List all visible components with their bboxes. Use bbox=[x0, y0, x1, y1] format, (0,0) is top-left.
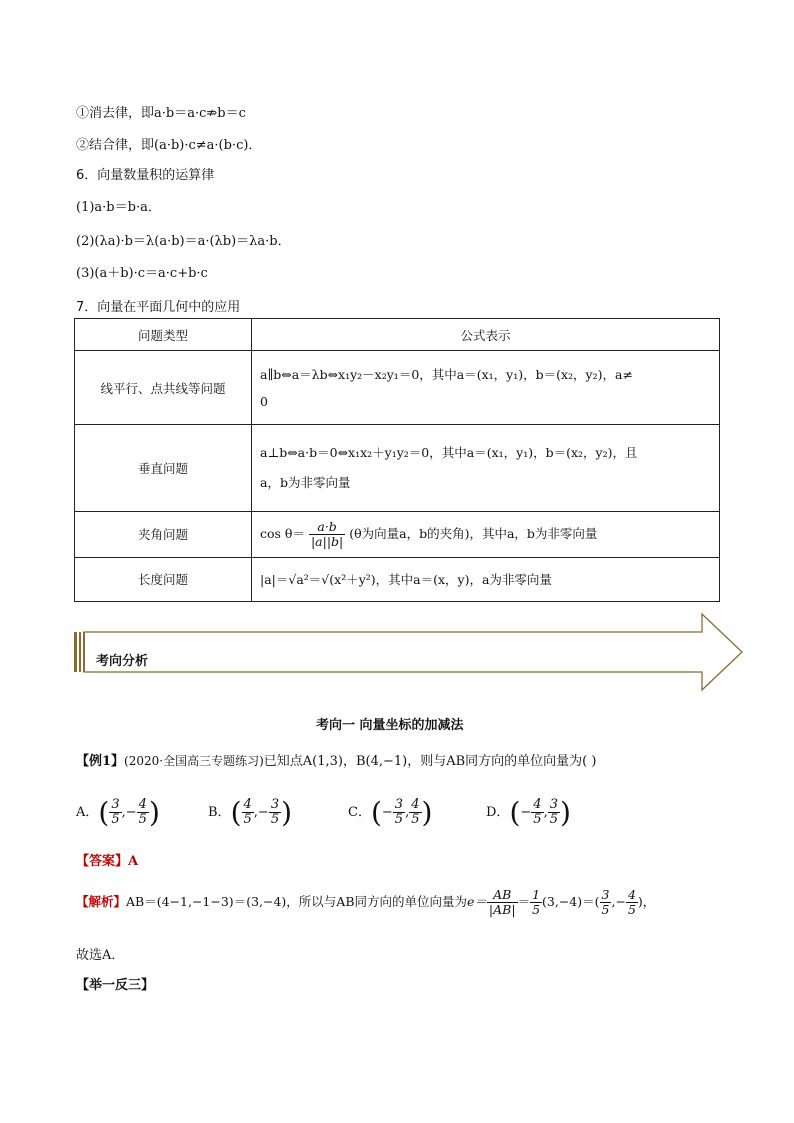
row-formula: |a|＝√a²＝√(x²＋y²)，其中a＝(x，y)，a为非零向量 bbox=[252, 557, 720, 601]
scalar-fraction bbox=[530, 888, 542, 917]
section7-heading: 7．向量在平面几何中的应用 bbox=[76, 300, 241, 315]
equals-sign: ＝ bbox=[517, 894, 531, 909]
fraction-numerator: 3 bbox=[111, 797, 120, 812]
analysis-tag: 【解析】 bbox=[76, 894, 127, 909]
formula-line: a⊥b⇔a·b＝0⇔x₁x₂＋y₁y₂＝0，其中a＝(x₁，y₁)，b＝(x₂，y₂)，且 bbox=[260, 445, 638, 460]
fraction-numerator: 3 bbox=[601, 887, 610, 902]
result-sign: − bbox=[615, 894, 626, 909]
fraction-numerator: AB bbox=[487, 888, 518, 903]
option-sign: − bbox=[257, 805, 269, 820]
fraction-numerator: 4 bbox=[627, 887, 636, 902]
row-formula bbox=[252, 425, 720, 511]
option-label: B． bbox=[208, 805, 231, 820]
analysis-text: AB＝(4−1,−1−3)＝(3,−4)，所以与AB同方向的单位向量为 bbox=[126, 894, 468, 909]
header-type: 问题类型 bbox=[75, 319, 252, 351]
fraction-denominator: 5 bbox=[138, 812, 147, 827]
answer-value: A bbox=[128, 854, 139, 869]
fraction-denominator: 5 bbox=[243, 812, 252, 827]
analysis-end: )， bbox=[637, 894, 656, 909]
followup-heading: 【举一反三】 bbox=[76, 978, 155, 993]
row-type: 长度问题 bbox=[75, 557, 252, 601]
example-question: 已知点A(1,3)，B(4,−1)，则与AB同方向的单位向量为( ) bbox=[263, 754, 597, 769]
answer-tag: 【答案】 bbox=[76, 854, 129, 869]
law-scalar: (2)(λa)·b＝λ(a·b)＝a·(λb)＝λa·b． bbox=[76, 234, 291, 249]
options-row bbox=[76, 788, 716, 832]
formula-line: a∥b⇔a＝λb⇔x₁y₂－x₂y₁＝0，其中a＝(x₁，y₁)，b＝(x₂，y₂)，a≠ bbox=[260, 366, 633, 382]
fraction-denominator: 5 bbox=[601, 902, 610, 917]
fraction-denominator: 5 bbox=[627, 902, 636, 917]
fraction-denominator: 5 bbox=[411, 812, 420, 827]
example-source: (2020·全国高三专题练习) bbox=[124, 754, 264, 768]
option-b: B．( $\frac{4}{5}$ ,− $\frac{3}{5}$ ) bbox=[208, 796, 293, 829]
analysis-line: 【解析】AB＝(4−1,−1−3)＝(3,−4)，所以与AB同方向的单位向量为e＝ $\frac{AB}{|AB|}$ ＝ $\frac{1}{5}$ (3,−4)＝( $\frac{3}{5}$ ,− $\frac{4}{5}$ )， bbox=[76, 887, 656, 917]
option-label: D． bbox=[486, 805, 510, 820]
unit-fraction bbox=[487, 888, 518, 917]
section6-heading: 6．向量数量积的运算律 bbox=[76, 168, 215, 183]
row-type: 垂直问题 bbox=[75, 425, 252, 511]
fraction-numerator: 3 bbox=[549, 797, 558, 812]
row-formula bbox=[252, 511, 720, 557]
fraction-denominator: 5 bbox=[270, 812, 280, 827]
fraction-denominator: |a||b| bbox=[310, 533, 344, 549]
option-c: C．(− $\frac{3}{5}$ , $\frac{4}{5}$ ) bbox=[348, 796, 433, 829]
option-sign: − bbox=[125, 805, 137, 820]
cos-fraction bbox=[309, 520, 345, 549]
fraction-numerator: a·b bbox=[309, 520, 345, 535]
table-header-row bbox=[75, 319, 720, 351]
fraction-denominator: 5 bbox=[111, 812, 120, 827]
answer-line bbox=[76, 850, 138, 869]
option-label: A． bbox=[76, 805, 99, 820]
fraction-numerator: 4 bbox=[533, 797, 542, 812]
table-row bbox=[75, 351, 720, 425]
formula-tail: (θ为向量a，b的夹角)，其中a，b为非零向量 bbox=[349, 525, 598, 541]
fraction-denominator: |AB| bbox=[488, 902, 516, 917]
example-line bbox=[76, 750, 596, 769]
fraction-numerator: 4 bbox=[411, 797, 420, 812]
topic-title: 考向一 向量坐标的加减法 bbox=[316, 718, 464, 733]
fraction-numerator: 3 bbox=[394, 797, 404, 812]
application-table bbox=[74, 318, 720, 602]
option-sign: − bbox=[520, 805, 532, 820]
banner-label: 考向分析 bbox=[96, 654, 149, 669]
row-type: 线平行、点共线等问题 bbox=[75, 351, 252, 425]
table-row bbox=[75, 511, 720, 557]
formula-cos: cos θ＝ bbox=[260, 525, 305, 541]
law-associative: ②结合律，即(a·b)·c≠a·(b·c)． bbox=[76, 138, 262, 153]
law-cancel: ①消去律，即a·b＝a·c⇏b＝c bbox=[76, 106, 246, 121]
result-fraction bbox=[600, 888, 612, 917]
analysis-banner bbox=[72, 612, 744, 692]
fraction-numerator: 4 bbox=[138, 797, 147, 812]
conclusion: 故选A． bbox=[76, 948, 125, 963]
option-sign: − bbox=[381, 805, 393, 820]
formula-line: a，b为非零向量 bbox=[260, 475, 351, 490]
option-d: D．(− $\frac{4}{5}$ , $\frac{3}{5}$ ) bbox=[486, 796, 571, 829]
fraction-numerator: 4 bbox=[243, 797, 252, 812]
law-distributive: (3)(a＋b)·c＝a·c+b·c bbox=[76, 266, 208, 281]
formula-line: 0 bbox=[260, 393, 268, 409]
table-row bbox=[75, 425, 720, 511]
fraction-numerator: 3 bbox=[270, 797, 280, 812]
fraction-denominator: 5 bbox=[532, 902, 541, 917]
fraction-denominator: 5 bbox=[533, 812, 542, 827]
fraction-denominator: 5 bbox=[394, 812, 404, 827]
analysis-vector: (3,−4)＝( bbox=[542, 894, 600, 909]
law-commutative: (1)a·b＝b·a． bbox=[76, 200, 161, 215]
example-tag: 【例1】 bbox=[76, 754, 125, 769]
table-row bbox=[75, 557, 720, 601]
fraction-numerator: 1 bbox=[532, 887, 541, 902]
option-a: A．( $\frac{3}{5}$ ,− $\frac{4}{5}$ ) bbox=[76, 796, 160, 829]
row-formula bbox=[252, 351, 720, 425]
header-formula: 公式表示 bbox=[252, 319, 720, 351]
option-label: C． bbox=[348, 805, 371, 820]
fraction-denominator: 5 bbox=[549, 812, 558, 827]
result-fraction bbox=[626, 888, 638, 917]
row-type: 夹角问题 bbox=[75, 511, 252, 557]
unit-vector-e: e＝ bbox=[467, 894, 487, 909]
